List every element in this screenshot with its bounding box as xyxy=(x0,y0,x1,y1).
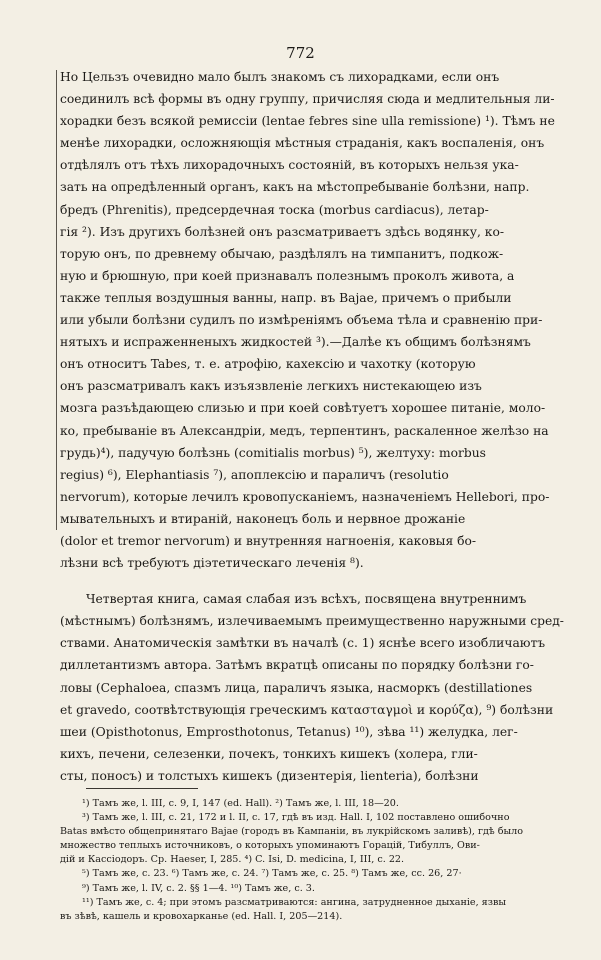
text-line: сты, поносъ) и толстыхъ кишекъ (дизентерія, lienteria), болѣзни xyxy=(60,768,479,783)
text-line: Но Цельзъ очевидно мало былъ знакомъ съ лихорадками, если онъ xyxy=(60,70,500,84)
text-line: бредъ (Phrenitis), предсердечная тоска (morbus cardiacus), летар- xyxy=(60,202,489,217)
footnote-line: ⁹) Тамъ же, l. IV, c. 2. §§ 1—4. ¹⁰) Тамъ же, c. 3. xyxy=(82,882,315,894)
text-line: ную и брюшную, при коей признавалъ полезнымъ проколъ живота, а xyxy=(60,268,515,283)
text-line: диллетантизмъ автора. Затѣмъ вкратцѣ описаны по порядку болѣзни го- xyxy=(60,658,534,673)
text-line: или убыли болѣзни судилъ по измѣреніямъ объема тѣла и сравненію при- xyxy=(60,313,543,328)
text-line: нятыхъ и испраженненыхъ жидкостей ³).—Далѣе къ общимъ болѣзнямъ xyxy=(60,335,531,350)
text-line: гія ²). Изъ другихъ болѣзней онъ разсматриваетъ здѣсь водянку, ко- xyxy=(60,224,505,239)
footnote-line: ³) Тамъ же, l. III, c. 21, 172 и l. II, c. 17, гдѣ въ изд. Hall. I, 102 поставлено ошибочно xyxy=(82,812,510,824)
page-number: 772 xyxy=(286,44,315,62)
footnote-line: въ зѣвѣ, кашель и кровохарканье (ed. Hall. I, 205—214). xyxy=(60,910,343,922)
paragraph-1 xyxy=(60,66,565,574)
paragraph-2 xyxy=(60,588,565,787)
text-line: ко, пребываніе въ Александріи, медъ, терпентинъ, раскаленное желѣзо на xyxy=(60,423,549,438)
text-line: торую онъ, по древнему обычаю, раздѣлялъ на тимпанитъ, подкож- xyxy=(60,246,504,261)
text-line: отдѣлялъ отъ тѣхъ лихорадочныхъ состояній, въ которыхъ нельзя ука- xyxy=(60,158,519,173)
text-line: мывательныхъ и втираній, наконецъ боль и нервное дрожаніе xyxy=(60,511,466,526)
footnote-line: ¹) Тамъ же, l. III, c. 9, I, 147 (ed. Hall). ²) Тамъ же, l. III, 18—20. xyxy=(82,798,399,809)
text-line: шеи (Opisthotonus, Emprosthotonus, Tetanus) ¹⁰), зѣва ¹¹) желудка, лег- xyxy=(60,724,518,739)
footnote-line: Batas вмѣсто общепринятаго Bajae (городъ въ Кампаніи, въ лукрійскомъ заливѣ), гдѣ было xyxy=(60,826,523,838)
text-line: regius) ⁶), Elephantiasis ⁷), апоплексію и параличъ (resolutio xyxy=(60,467,449,482)
footnote-line: дій и Кассіодоръ. Ср. Haeser, I, 285. ⁴) C. Isi, D. medicina, I, III, c. 22. xyxy=(60,854,405,866)
text-line: кихъ, печени, селезенки, почекъ, тонкихъ кишекъ (холера, гли- xyxy=(60,746,478,761)
text-line: (мѣстнымъ) болѣзнямъ, излечиваемымъ преимущественно наружными сред- xyxy=(60,614,564,629)
text-line: онъ разсматривалъ какъ изъязвленіе легкихъ нистекающею изъ xyxy=(60,379,482,394)
text-line: также теплыя воздушныя ванны, напр. въ Вајае, причемъ о прибыли xyxy=(60,290,512,305)
footnote-line: ⁵) Тамъ же, c. 23. ⁶) Тамъ же, c. 24. ⁷) Тамъ же, c. 25. ⁸) Тамъ же, cc. 26, 27· xyxy=(82,868,462,880)
text-line: лѣзни всѣ требуютъ діэтетическаго леченія ⁸). xyxy=(60,556,364,571)
footnote-divider xyxy=(86,788,198,789)
text-line: соединилъ всѣ формы въ одну группу, причисляя сюда и медлительныя ли- xyxy=(60,92,555,107)
text-line: Четвертая книга, самая слабая изъ всѣхъ, посвящена внутреннимъ xyxy=(86,592,527,607)
text-line: онъ относитъ Tabes, т. е. атрофію, кахексію и чахотку (которую xyxy=(60,357,476,372)
footnotes xyxy=(60,797,565,924)
text-line: хорадки безъ всякой ремиссіи (lentae febres sine ulla remissione) ¹). Тѣмъ не xyxy=(60,114,555,129)
text-line: (dolor et tremor nervorum) и внутренняя нагноенія, каковыя бо- xyxy=(60,533,477,548)
main-text xyxy=(60,66,565,787)
text-line: nervorum), которые лечилъ кровопусканіемъ, назначеніемъ Hellebori, про- xyxy=(60,489,550,504)
footnote-line: множество теплыхъ источниковъ, о которыхъ упоминаютъ Горацій, Тибуллъ, Ови- xyxy=(60,840,480,852)
text-line: ствами. Анатомическія замѣтки въ началѣ (с. 1) яснѣе всего изобличаютъ xyxy=(60,636,546,651)
text-line: зать на опредѣленный органъ, какъ на мѣстопребываніе болѣзни, напр. xyxy=(60,180,530,195)
text-line: ловы (Cephaloea, спазмъ лица, параличъ языка, насморкъ (destillationes xyxy=(60,680,533,695)
text-line: грудь)⁴), падучую болѣзнь (comitialis morbus) ⁵), желтуху: morbus xyxy=(60,445,486,460)
text-line: et gravedo, соотвѣтствующія греческимъ κατασταγμοὶ и κορύζα), ⁹) болѣзни xyxy=(60,702,554,717)
text-line: менѣе лихорадки, осложняющія мѣстныя страданія, какъ воспаленія, онъ xyxy=(60,136,545,151)
text-line: мозга разъѣдающею слизью и при коей совѣтуетъ хорошее питаніе, моло- xyxy=(60,401,546,416)
footnote-line: ¹¹) Тамъ же, c. 4; при этомъ разсматриваются: ангина, затрудненное дыханіе, язвы xyxy=(82,896,507,908)
